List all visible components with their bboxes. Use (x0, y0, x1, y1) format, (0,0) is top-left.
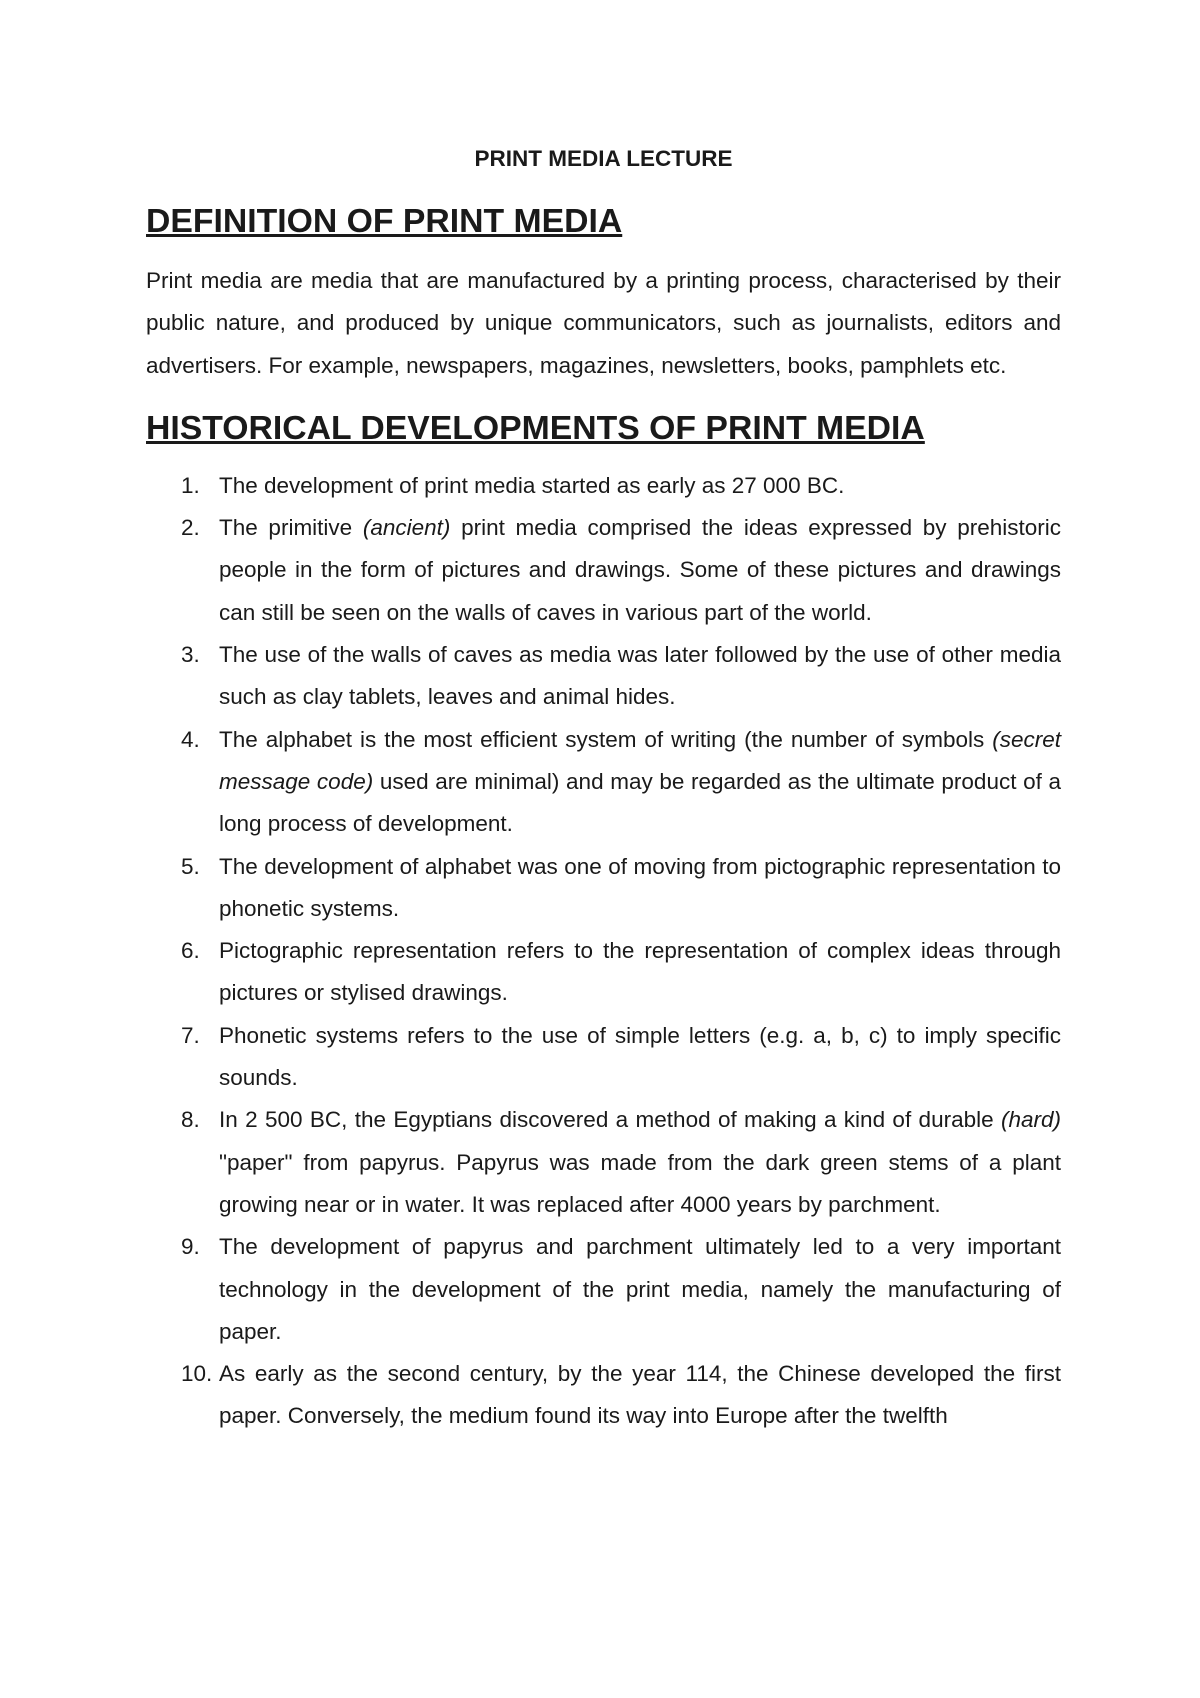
list-item (146, 930, 1061, 1015)
list-item-number: 1. (181, 472, 200, 498)
list-item-number: 8. (181, 1107, 200, 1133)
list-item-number: 9. (181, 1234, 200, 1260)
list-item (146, 1099, 1061, 1226)
list-item (146, 465, 1061, 507)
list-item-number: 3. (181, 642, 200, 668)
list-item-number: 6. (181, 938, 200, 964)
list-item-text: The development of print media started as early as 27 000 BC. (219, 472, 845, 498)
list-item (146, 1353, 1061, 1438)
list-item-text: The development of alphabet was one of moving from pictographic representation to phonetic systems. (219, 853, 1061, 921)
list-item-text: The development of papyrus and parchment ultimately led to a very important technology in the development of the print media, namely the manufacturing of paper. (219, 1234, 1061, 1344)
list-item-text: As early as the second century, by the year 114, the Chinese developed the first paper. Conversely, the medium found its way into Europe after the twelfth (219, 1361, 1061, 1429)
list-item-number: 5. (181, 853, 200, 879)
list-item-text: The primitive (219, 515, 363, 541)
list-item-text: The alphabet is the most efficient system of writing (the number of symbols (219, 726, 993, 752)
definition-heading: DEFINITION OF PRINT MEDIA (146, 202, 623, 240)
list-item-number: 2. (181, 515, 200, 541)
list-item-text: print media comprised the ideas expressed by prehistoric people in the form of pictures and drawings. Some of these pictures and drawings can still be seen on the walls of caves in various part of the world. (219, 515, 1061, 625)
document-title: PRINT MEDIA LECTURE (474, 146, 733, 171)
list-item-italic-text: (secret message code) (219, 726, 1061, 794)
list-item (146, 1015, 1061, 1100)
list-item-number: 10. (181, 1361, 213, 1387)
list-item (146, 719, 1061, 846)
list-item-italic-text: (ancient) (362, 515, 451, 541)
list-item (146, 1226, 1061, 1353)
list-item-number: 7. (181, 1022, 200, 1048)
definition-paragraph: Print media are media that are manufactured by a printing process, characterised by their public nature, and produced by unique communicators, such as journalists, editors and advertisers. For example, newspapers, magazines, newsletters, books, pamphlets etc. (146, 268, 1061, 378)
list-item (146, 634, 1061, 719)
list-item-number: 4. (181, 726, 200, 752)
list-item-text: Pictographic representation refers to the representation of complex ideas through pictures or stylised drawings. (219, 938, 1061, 1006)
list-item (146, 507, 1061, 634)
history-heading: HISTORICAL DEVELOPMENTS OF PRINT MEDIA (146, 408, 925, 447)
list-item-text: "paper" from papyrus. Papyrus was made from the dark green stems of a plant growing near or in water. It was replaced after 4000 years by parchment. (219, 1149, 1061, 1217)
list-item-text: used are minimal) and may be regarded as the ultimate product of a long process of development. (219, 768, 1061, 837)
history-list (146, 465, 1061, 1438)
list-item-text: The use of the walls of caves as media was later followed by the use of other media such as clay tablets, leaves and animal hides. (219, 642, 1061, 710)
document-content (146, 142, 1061, 1438)
list-item-italic-text: (hard) (1000, 1107, 1061, 1133)
list-item (146, 846, 1061, 931)
list-item-text: In 2 500 BC, the Egyptians discovered a method of making a kind of durable (219, 1107, 1001, 1133)
list-item-text: Phonetic systems refers to the use of simple letters (e.g. a, b, c) to imply specific sounds. (219, 1022, 1061, 1091)
